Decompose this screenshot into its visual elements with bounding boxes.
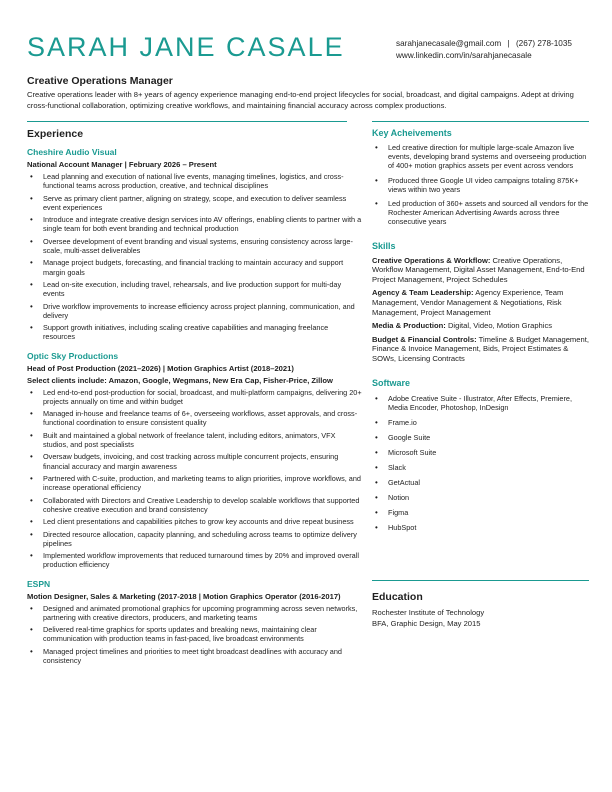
skill-group-label: Budget & Financial Controls: (372, 334, 477, 344)
list-item: • Implemented workflow improvements that reduced turnaround times by 20% and improved overall production efficiency (27, 551, 362, 569)
list-item: • Figma (372, 508, 590, 517)
list-item: • Built and maintained a global network of freelance talent, including editors, animators, VFX studios, and post specialists (27, 431, 362, 449)
list-item: • HubSpot (372, 523, 590, 532)
job-role: National Account Manager | February 2026 – Present (27, 160, 217, 169)
skills-section (372, 241, 590, 364)
list-item: • Slack (372, 463, 590, 472)
job-headline: Creative Operations Manager (27, 75, 173, 87)
skills-heading: Skills (372, 240, 396, 251)
achievements-heading: Key Acheivements (372, 128, 452, 138)
divider-left-top (27, 121, 347, 122)
skill-group-text: Creative Operations, Workflow Management, Digital Asset Management, End-to-End Project Management, Project Schedules (372, 255, 585, 284)
job-espn (27, 579, 362, 666)
professional-summary: Creative operations leader with 8+ years of agency experience managing end-to-end project lifecycles for social, broadcast, and digital campaigns. Adept at driving cross-functional collaboration, optimizing creative workflows, and maintaining financial accuracy across complex productions. (27, 90, 574, 110)
list-item: • Microsoft Suite (372, 448, 590, 457)
list-item: • Led client presentations and capabilities pitches to grow key accounts and drive repeat business (27, 517, 362, 526)
select-clients: Select clients include: Amazon, Google, Wegmans, New Era Cap, Fisher-Price, Zillow (27, 375, 333, 385)
job-optic-sky (27, 351, 362, 570)
list-item: • Led production of 360+ assets and sourced all vendors for the Rochester American Advertising Awards across three consecutive years (372, 199, 590, 227)
job-bullets (27, 388, 362, 570)
experience-heading: Experience (27, 128, 84, 140)
software-section (372, 378, 590, 532)
candidate-name: SARAH JANE CASALE (27, 32, 345, 62)
contact-block (396, 38, 572, 62)
list-item: • Lead on-site execution, including travel, rehearsals, and live production support for multi-day events (27, 280, 362, 298)
list-item: • Managed in-house and freelance teams of 6+, overseeing workflows, asset approvals, and cross-functional coordination to ensure consistent quality (27, 409, 362, 427)
list-item: • Lead planning and execution of national live events, managing timelines, logistics, and cross-functional teams across production, creative, and technical disciplines (27, 172, 362, 190)
linkedin-link[interactable]: www.linkedin.com/in/sarahjanecasale (396, 51, 532, 60)
job-role: Motion Designer, Sales & Marketing (2017-2018 | Motion Graphics Operator (2016-2017) (27, 591, 341, 601)
skill-group (372, 288, 590, 317)
job-bullets (27, 172, 362, 342)
job-bullets (27, 604, 362, 666)
skill-group (372, 335, 590, 364)
list-item: • Frame.io (372, 418, 590, 427)
achievements-section (372, 128, 590, 227)
list-item: • Collaborated with Directors and Creative Leadership to develop scalable workflows that supported cohesive creative execution and brand consistency (27, 496, 362, 514)
skill-group-text: Timeline & Budget Management, Finance & Invoice Management, Bids, Project Estimates & SOWs, Licensing Contracts (372, 334, 589, 363)
education-section (372, 591, 590, 629)
company-name: Cheshire Audio Visual (27, 147, 117, 157)
list-item: • Led end-to-end post-production for social, broadcast, and multi-platform campaigns, delivering 20+ projects annually on time and within budget (27, 388, 362, 406)
list-item: • Notion (372, 493, 590, 502)
education-heading: Education (372, 591, 423, 603)
job-role: Head of Post Production (2021–2026) | Motion Graphics Artist (2018–2021) (27, 363, 294, 373)
list-item: • Serve as primary client partner, aligning on strategy, scope, and execution to deliver seamless event experiences (27, 194, 362, 212)
list-item: • Designed and animated promotional graphics for upcoming programming across seven networks, partnering with creative directors, producers, and marketing teams (27, 604, 362, 622)
list-item: • Managed project timelines and priorities to meet tight broadcast deadlines with accuracy and consistency (27, 647, 362, 665)
list-item: • GetActual (372, 478, 590, 487)
list-item: • Led creative direction for multiple large-scale Amazon live events, developing brand systems and overseeing production of 400+ motion graphics assets per event across vendors (372, 143, 590, 171)
skill-group-label: Media & Production: (372, 321, 446, 331)
company-name: Optic Sky Productions (27, 350, 119, 361)
list-item: • Adobe Creative Suite - Illustrator, After Effects, Premiere, Media Encoder, Photoshop, InDesign (372, 394, 590, 412)
achievements-list (372, 143, 590, 227)
phone-number[interactable]: (267) 278-1035 (515, 39, 572, 48)
skill-group-text: Agency Experience, Team Management, Vendor Management & Negotiations, Risk Management, Project Management (372, 288, 564, 317)
divider-education (372, 580, 589, 581)
list-item: • Drive workflow improvements to increase efficiency across project planning, communication, and delivery (27, 302, 362, 320)
skill-group (372, 256, 590, 285)
list-item: • Partnered with C-suite, production, and marketing teams to align priorities, improve workflows, and increase operational efficiency (27, 474, 362, 492)
skill-group (372, 321, 590, 331)
skill-group-text: Digital, Video, Motion Graphics (445, 321, 553, 331)
company-name: ESPN (27, 578, 51, 589)
skill-group-label: Agency & Team Leadership: (372, 288, 474, 298)
list-item: • Produced three Google UI video campaigns totaling 875K+ views within two years (372, 176, 590, 194)
job-cheshire (27, 147, 362, 342)
contact-line-1 (396, 38, 572, 50)
software-heading: Software (372, 377, 411, 388)
list-item: • Support growth initiatives, including scaling creative capabilities and managing freelance resources (27, 323, 362, 341)
list-item: • Google Suite (372, 433, 590, 442)
list-item: • Delivered real-time graphics for sports updates and breaking news, maintaining clear communication with production teams in fast-paced, live broadcast environments (27, 625, 362, 643)
email-link[interactable]: sarahjanecasale@gmail.com (396, 39, 502, 48)
experience-column (27, 128, 362, 668)
school-name: Rochester Institute of Technology (372, 608, 485, 617)
divider-right-top (372, 121, 589, 122)
list-item: • Oversaw budgets, invoicing, and cost tracking across multiple concurrent projects, ensuring financial accuracy and margin awareness (27, 452, 362, 470)
list-item: • Introduce and integrate creative design services into AV offerings, enabling clients to partner with a single team for both event branding and technical production (27, 215, 362, 233)
sidebar-column (372, 128, 590, 538)
contact-separator: | (507, 39, 510, 48)
list-item: • Manage project budgets, forecasting, and financial tracking to maintain accuracy and support margin goals (27, 258, 362, 276)
degree-line: BFA, Graphic Design, May 2015 (372, 619, 481, 628)
list-item: • Directed resource allocation, capacity planning, and scheduling across teams to optimize delivery pipelines (27, 530, 362, 548)
skill-group-label: Creative Operations & Workflow: (372, 255, 491, 265)
software-list (372, 394, 590, 532)
list-item: • Oversee development of event branding and visual systems, ensuring consistency across large-scale, multi-asset deliverables (27, 237, 362, 255)
